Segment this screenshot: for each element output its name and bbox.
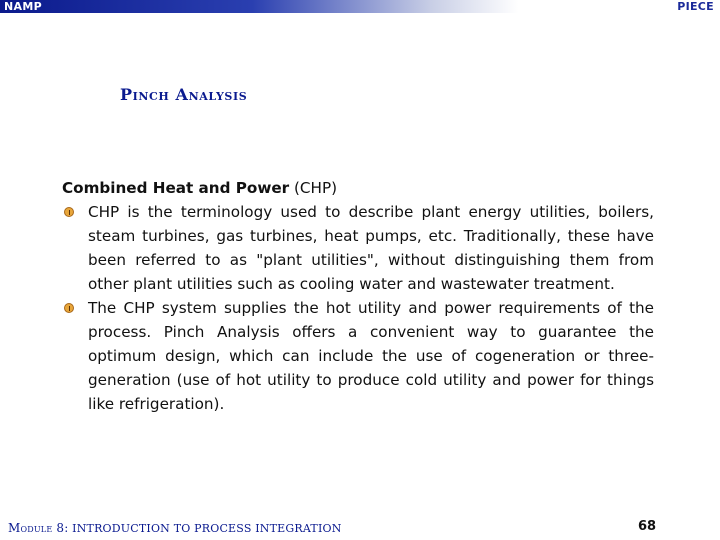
bullet-item — [62, 296, 654, 416]
header-bar — [0, 0, 720, 13]
bullet-text: CHP is the terminology used to describe plant energy utilities, boilers, steam turbines, gas turbines, heat pumps, etc. Traditionally, these have been referred to as "plant utilities", without distinguishing them from other plant utilities such as cooling water and wastewater treatment. — [88, 203, 654, 293]
footer-module — [8, 521, 342, 535]
section-heading-bold: Combined Heat and Power — [62, 179, 290, 197]
slide-title: Pinch Analysis — [120, 85, 248, 104]
page-number: 68 — [638, 519, 657, 534]
header-left-label: NAMP — [4, 0, 42, 13]
footer-module-label: Module 8: — [8, 521, 69, 535]
bullet-icon — [64, 207, 74, 217]
header-right-label: PIECE — [677, 0, 714, 13]
slide-body — [62, 176, 654, 416]
bullet-item — [62, 200, 654, 296]
section-heading — [62, 176, 654, 200]
bullet-text: The CHP system supplies the hot utility and power requirements of the process. Pinch Analysis offers a convenient way to guarantee the optimum design, which can include the use of cogeneration or three-generation (use of hot utility to produce cold utility and power for things like refrigeration). — [88, 299, 654, 413]
footer-module-title: INTRODUCTION TO PROCESS INTEGRATION — [72, 522, 342, 535]
bullet-icon — [64, 303, 74, 313]
section-heading-rest: (CHP) — [289, 179, 338, 197]
